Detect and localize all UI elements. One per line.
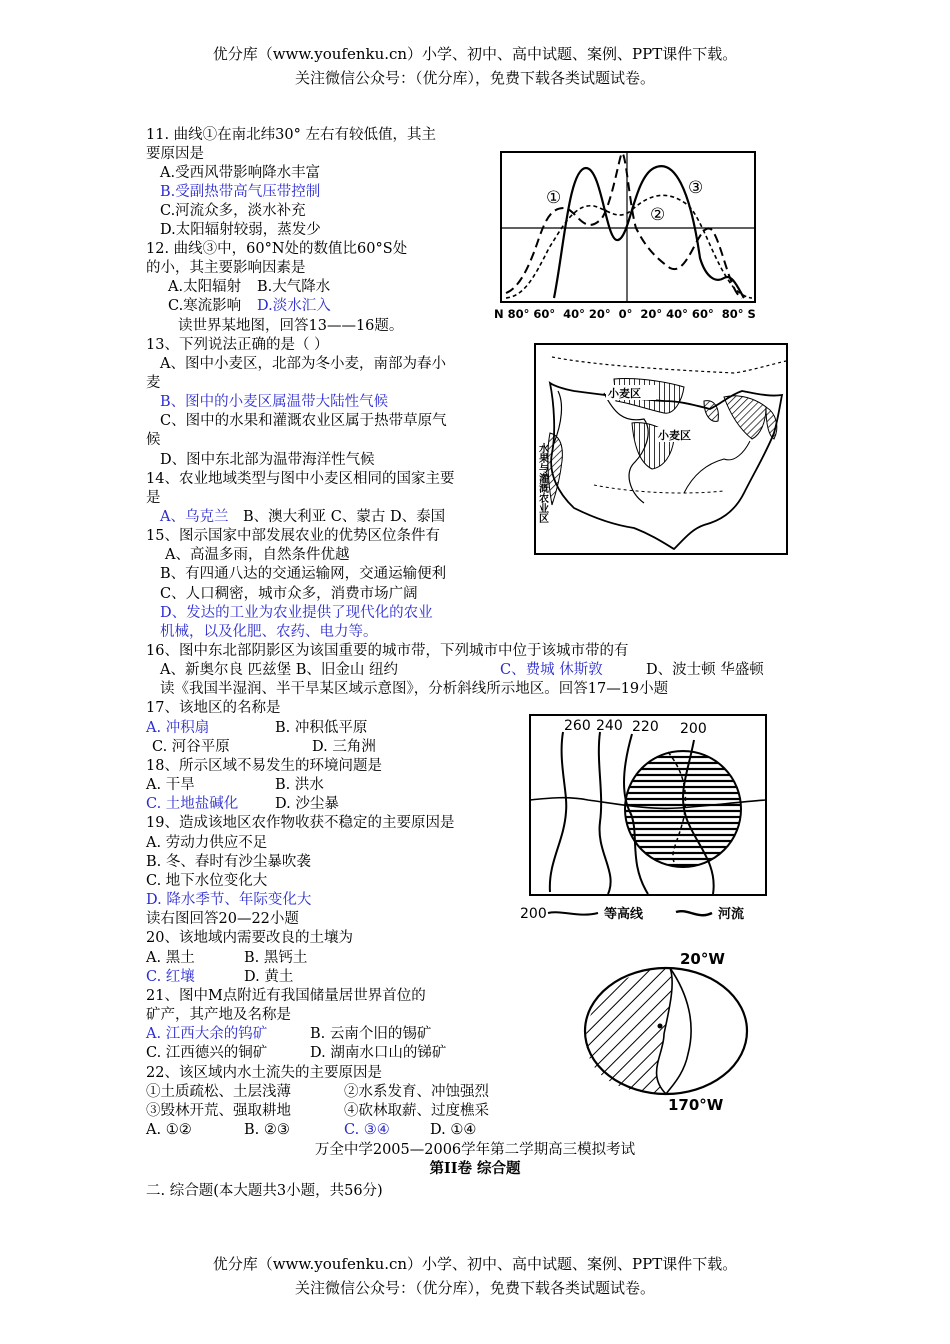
instruction-17-19: 读《我国半湿润、半干旱某区域示意图》，分析斜线所示地区。回答17—19小题 <box>160 681 669 697</box>
section-two-heading: 二. 综合题(本大题共3小题，共56分) <box>146 1183 383 1199</box>
q16-stem: 16、图中东北部阴影区为该国重要的城市带，下列城市中位于该城市带的有 <box>146 643 629 659</box>
q22-item-3: ③毁林开荒、强取耕地 <box>146 1103 291 1119</box>
q16-option-c: C、费城 休斯敦 <box>500 662 603 678</box>
contour-label-260: 260 <box>564 718 591 734</box>
q19-option-d: D. 降水季节、年际变化大 <box>146 892 312 908</box>
legend-contour-line <box>548 912 598 914</box>
q11-option-a: A.受西风带影响降水丰富 <box>160 165 321 181</box>
q13-stem: 13、下列说法正确的是（ ） <box>146 337 329 353</box>
q14-stem: 14、农业地域类型与图中小麦区相同的国家主要 <box>146 471 455 487</box>
q15-option-d: D、发达的工业为农业提供了现代化的农业 <box>160 605 433 621</box>
q18-option-a: A. 干旱 <box>146 777 195 793</box>
q21-stem-cont: 矿产，其产地及名称是 <box>146 1007 291 1023</box>
q15-option-b: B、有四通八达的交通运输网，交通运输便利 <box>160 566 447 582</box>
curve-marker-2: ② <box>650 205 666 225</box>
curve-marker-3: ③ <box>688 178 704 198</box>
q11-stem-cont: 要原因是 <box>146 146 204 162</box>
q18-option-b: B. 洪水 <box>275 777 324 793</box>
usa-agriculture-map <box>534 343 790 556</box>
contour-label-240: 240 <box>596 718 623 734</box>
fruit-irrigation-region: 水果与灌溉农业区 <box>536 443 548 523</box>
q12-option-c: C.寒流影响 <box>168 298 242 314</box>
contour-map <box>508 712 772 926</box>
q20-option-c: C. 红壤 <box>146 969 195 985</box>
q21-stem: 21、图中M点附近有我国储量居世界首位的 <box>146 988 426 1004</box>
q13-option-a: A、图中小麦区，北部为冬小麦，南部为春小 <box>160 356 446 372</box>
q13-option-a-cont: 麦 <box>146 375 161 391</box>
q22-stem: 22、该区域内水土流失的主要原因是 <box>146 1065 382 1081</box>
q17-option-b: B. 冲积低平原 <box>275 720 368 736</box>
longitude-label-bottom: 170°W <box>668 1096 724 1114</box>
section-title: 第II卷 综合题 <box>429 1160 521 1177</box>
curve-marker-1: ① <box>546 188 562 208</box>
header-line-1: 优分库（www.youfenku.cn）小学、初中、高中试题、案例、PPT课件下载。 <box>212 45 738 63</box>
instruction-13-16: 读世界某地图，回答13——16题。 <box>178 318 404 334</box>
q15-option-a: A、高温多雨，自然条件优越 <box>165 547 350 563</box>
q19-option-c: C. 地下水位变化大 <box>146 873 268 889</box>
contour-label-220: 220 <box>632 719 659 735</box>
q13-option-b: B、图中的小麦区属温带大陆性气候 <box>160 394 389 410</box>
q17-option-c: C. 河谷平原 <box>152 739 230 755</box>
footer-line-2: 关注微信公众号：（优分库），免费下载各类试题试卷。 <box>294 1279 655 1297</box>
q17-option-a: A. 冲积扇 <box>146 720 210 736</box>
q21-option-c: C. 江西德兴的铜矿 <box>146 1045 268 1061</box>
q18-option-d: D. 沙尘暴 <box>275 796 339 812</box>
q21-option-d: D. 湖南水口山的锑矿 <box>310 1045 447 1061</box>
legend-river-line <box>676 911 712 915</box>
q17-stem: 17、该地区的名称是 <box>146 700 281 716</box>
q15-option-c: C、人口稠密，城市众多，消费市场广阔 <box>160 586 418 602</box>
q15-option-d-cont: 机械，以及化肥、农药、电力等。 <box>160 624 378 640</box>
q22-option-a: A. ①② <box>146 1122 192 1138</box>
q22-item-2: ②水系发育、冲蚀强烈 <box>344 1084 489 1100</box>
q22-item-1: ①土质疏松、土层浅薄 <box>146 1084 291 1100</box>
q11-option-d: D.太阳辐射较弱，蒸发少 <box>160 222 321 238</box>
wheat-region-middle: 小麦区 <box>658 429 691 442</box>
q16-option-d: D、波士顿 华盛顿 <box>646 662 764 678</box>
q19-stem: 19、造成该地区农作物收获不稳定的主要原因是 <box>146 815 455 831</box>
q12-option-b: B.大气降水 <box>257 279 331 295</box>
q14-options-bcd: B、澳大利亚 C、蒙古 D、泰国 <box>243 509 446 525</box>
q12-stem: 12. 曲线③中，60°N处的数值比60°S处 <box>146 241 408 257</box>
footer-line-1: 优分库（www.youfenku.cn）小学、初中、高中试题、案例、PPT课件下载。 <box>212 1255 738 1273</box>
legend-contour-text: 等高线 <box>604 907 644 922</box>
q14-option-a: A、乌克兰 <box>160 509 229 525</box>
q17-option-d: D. 三角洲 <box>312 739 376 755</box>
q19-option-b: B. 冬、春时有沙尘暴吹袭 <box>146 854 311 870</box>
latitude-axis-labels: N 80° 60° 40° 20° 0° 20° 40° 60° 80° S <box>494 307 756 321</box>
q20-option-a: A. 黑土 <box>146 950 195 966</box>
circle-region-map <box>576 944 766 1116</box>
q22-option-b: B. ②③ <box>244 1122 290 1138</box>
header-line-2: 关注微信公众号：（优分库），免费下载各类试题试卷。 <box>294 69 655 87</box>
q22-option-c: C. ③④ <box>344 1122 390 1138</box>
q13-option-c-cont: 候 <box>146 432 161 448</box>
q12-stem-cont: 的小，其主要影响因素是 <box>146 260 306 276</box>
q21-option-a: A. 江西大余的钨矿 <box>146 1026 268 1042</box>
legend-river-text: 河流 <box>718 907 745 922</box>
q20-option-b: B. 黑钙土 <box>244 950 308 966</box>
wheat-region-north: 小麦区 <box>608 387 641 400</box>
q19-option-a: A. 劳动力供应不足 <box>146 835 268 851</box>
q21-option-b: B. 云南个旧的锡矿 <box>310 1026 432 1042</box>
q16-options-ab: A、新奥尔良 匹兹堡 B、旧金山 纽约 <box>160 662 398 678</box>
q20-stem: 20、该地域内需要改良的土壤为 <box>146 930 353 946</box>
q11-option-c: C.河流众多，淡水补充 <box>160 203 306 219</box>
exam-title: 万全中学2005—2006学年第二学期高三模拟考试 <box>314 1142 636 1158</box>
latitude-curve-figure <box>494 148 774 324</box>
q20-option-d: D. 黄土 <box>244 969 294 985</box>
longitude-label-top: 20°W <box>680 950 725 968</box>
q15-stem: 15、图示国家中部发展农业的优势区位条件有 <box>146 528 440 544</box>
q18-stem: 18、所示区域不易发生的环境问题是 <box>146 758 382 774</box>
q11-option-b: B.受副热带高气压带控制 <box>160 184 321 200</box>
q12-option-a: A.太阳辐射 <box>168 279 242 295</box>
q14-stem-cont: 是 <box>146 490 161 506</box>
contour-label-200: 200 <box>680 721 707 737</box>
q13-option-d: D、图中东北部为温带海洋性气候 <box>160 452 375 468</box>
instruction-20-22: 读右图回答20—22小题 <box>146 911 299 927</box>
q11-stem: 11. 曲线①在南北纬30° 左右有较低值，其主 <box>146 127 436 143</box>
q22-option-d: D. ①④ <box>430 1122 477 1138</box>
q18-option-c: C. 土地盐碱化 <box>146 796 239 812</box>
q22-item-4: ④砍林取薪、过度樵采 <box>344 1103 489 1119</box>
q12-option-d: D.淡水汇入 <box>257 298 331 314</box>
q13-option-c: C、图中的水果和灌溉农业区属于热带草原气 <box>160 413 447 429</box>
legend-contour-value: 200 <box>520 906 547 922</box>
